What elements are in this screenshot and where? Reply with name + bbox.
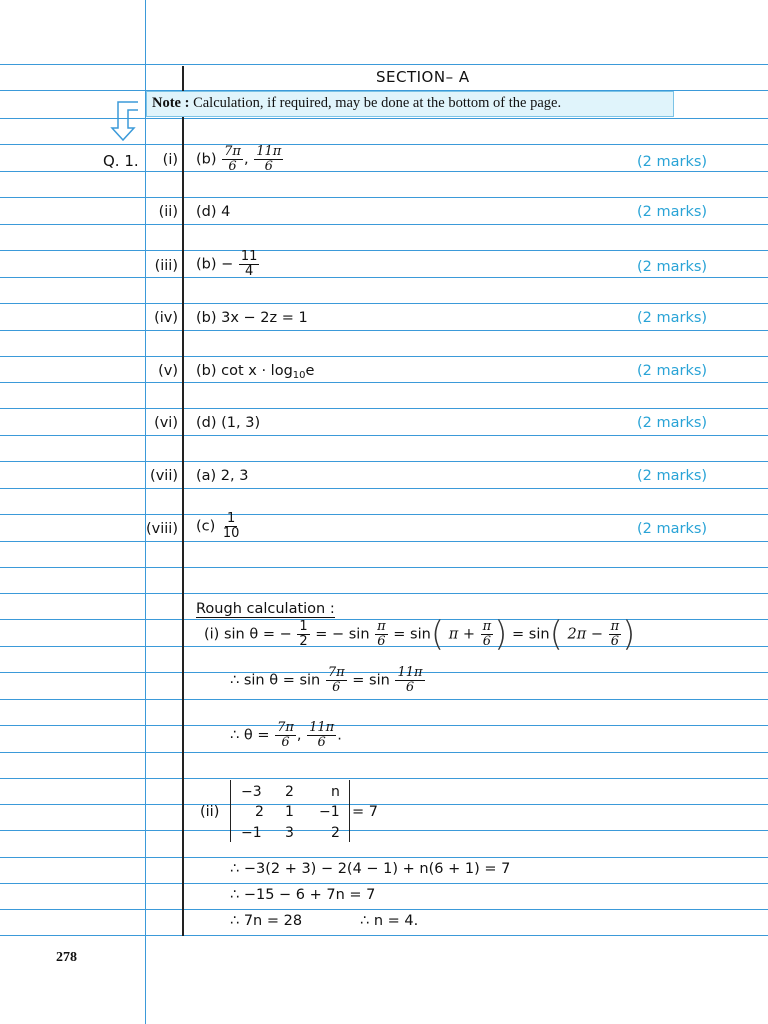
ruled-line: [0, 435, 768, 436]
det-cell: n: [331, 784, 340, 800]
ruled-line: [0, 356, 768, 357]
note: [152, 95, 561, 112]
ruled-line: [0, 171, 768, 172]
det-rhs: = 7: [352, 804, 378, 820]
answer-iii: [196, 250, 260, 279]
ruled-line: [0, 64, 768, 65]
fraction: $\frac{\pi}{6}$: [610, 619, 620, 649]
item-number: (viii): [146, 521, 178, 537]
ruled-line: [0, 778, 768, 779]
ruled-line: [0, 593, 768, 594]
det-cell: −1: [319, 804, 340, 820]
marks-label: (2 marks): [637, 468, 708, 484]
marks-label: (2 marks): [637, 154, 708, 170]
det-cell: −3: [241, 784, 262, 800]
ruled-line: [0, 382, 768, 383]
marks-label: (2 marks): [637, 521, 708, 537]
answer-vii: (a) 2, 3: [196, 468, 249, 484]
fraction: $\frac{\pi}{6}$: [377, 619, 386, 649]
fraction: $\frac{11\pi}{6}$: [309, 720, 335, 750]
rough-line-2: ∴ sin θ = sin $\frac{7\pi}{6}$ = sin $\frac{11\pi}{6}$: [230, 665, 423, 695]
det-cell: −1: [241, 825, 262, 841]
fraction: $\frac{\pi}{6}$: [482, 619, 492, 649]
item-number: (vi): [154, 415, 178, 431]
det-cell: 1: [285, 804, 294, 820]
ruled-line: [0, 909, 768, 910]
marks-label: (2 marks): [637, 363, 708, 379]
rough-line-3: ∴ θ = $\frac{7\pi}{6}$ , $\frac{11\pi}{6}$ .: [230, 720, 342, 750]
ruled-line: [0, 514, 768, 515]
ruled-line: [0, 725, 768, 726]
note-text: Calculation, if required, may be done at the bottom of the page.: [189, 95, 562, 111]
item-number: (iii): [154, 258, 178, 274]
ruled-line: [0, 752, 768, 753]
ruled-line: [0, 804, 768, 805]
item-number: (vii): [150, 468, 178, 484]
fraction: $\frac{11}{4}$: [240, 249, 258, 279]
answer-i: (b) $\frac{7\pi}{6}$ , $\frac{11\pi}{6}$: [196, 144, 282, 174]
ruled-line: [0, 197, 768, 198]
fraction: $\frac{7\pi}{6}$: [224, 144, 241, 174]
rough-line-1: (i) sin θ = − $\frac{1}{2}$ = − sin $\frac{\pi}{6}$ = sin( π + $\frac{\pi}{6}$ ) = sin( 2π − $\frac{\pi}{6}$ ): [204, 614, 636, 655]
fraction: $\frac{7\pi}{6}$: [327, 665, 345, 695]
det-cell: 2: [331, 825, 340, 841]
answer-option: (c): [196, 518, 216, 535]
answer-viii: [196, 512, 242, 541]
section-title: SECTION– A: [376, 68, 470, 86]
ruled-line: [0, 699, 768, 700]
fraction: $\frac{11\pi}{6}$: [397, 665, 423, 695]
answer-option: (b) −: [196, 256, 234, 273]
arrow-down-icon: [108, 100, 138, 144]
ruled-line: [0, 541, 768, 542]
det-cell: 2: [255, 804, 264, 820]
ruled-line: [0, 857, 768, 858]
ruled-line: [0, 250, 768, 251]
fraction: $\frac{1}{2}$: [299, 619, 308, 649]
fraction: $\frac{7\pi}{6}$: [277, 720, 294, 750]
ruled-line: [0, 224, 768, 225]
answer-v: (b) $\cot x \cdot \log_{10}e$: [196, 363, 315, 381]
answer-vi: (d) (1, 3): [196, 415, 261, 431]
ruled-line: [0, 567, 768, 568]
det-cell: 2: [285, 784, 294, 800]
rough-step-3b: ∴ n = 4.: [360, 913, 419, 929]
rough-ii-label: (ii): [200, 804, 220, 820]
marks-label: (2 marks): [637, 259, 708, 275]
item-number: (v): [158, 363, 178, 379]
marks-label: (2 marks): [637, 204, 708, 220]
ruled-line: [0, 883, 768, 884]
page-number: 278: [56, 950, 77, 965]
ruled-line: [0, 461, 768, 462]
fraction: $\frac{1}{10}$: [222, 511, 240, 541]
rough-step-3a: ∴ 7n = 28: [230, 913, 303, 929]
det-cell: 3: [285, 825, 294, 841]
note-label: Note :: [152, 95, 190, 111]
answer-iv: (b) 3x − 2z = 1: [196, 310, 308, 326]
marks-label: (2 marks): [637, 310, 708, 326]
rough-calculation-title: Rough calculation :: [196, 601, 335, 617]
answer-column-divider: [182, 66, 184, 936]
ruled-line: [0, 144, 768, 145]
rough-step-2: ∴ −15 − 6 + 7n = 7: [230, 887, 376, 903]
answer-ii: (d) 4: [196, 204, 231, 220]
ruled-line: [0, 408, 768, 409]
marks-label: (2 marks): [637, 415, 708, 431]
ruled-line: [0, 488, 768, 489]
item-number: (ii): [158, 204, 178, 220]
ruled-line: [0, 830, 768, 831]
ruled-line: [0, 277, 768, 278]
determinant: [230, 780, 350, 842]
question-number: Q. 1.: [103, 152, 139, 170]
item-number: (iv): [154, 310, 178, 326]
answer-option: (b): [196, 151, 217, 168]
fraction: $\frac{11\pi}{6}$: [256, 144, 282, 174]
ruled-line: [0, 330, 768, 331]
rough-step-1: ∴ −3(2 + 3) − 2(4 − 1) + n(6 + 1) = 7: [230, 861, 511, 877]
item-number: (i): [162, 152, 178, 168]
ruled-line: [0, 303, 768, 304]
ruled-line: [0, 935, 768, 936]
